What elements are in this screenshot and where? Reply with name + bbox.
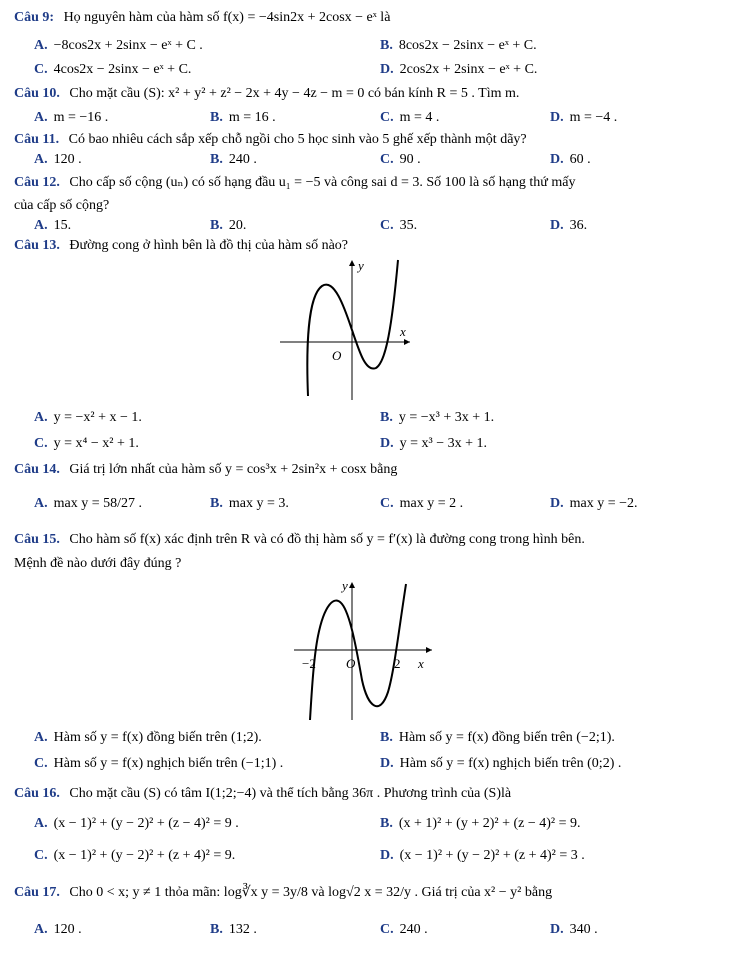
question-number: Câu 13.: [14, 238, 60, 253]
question-10: [14, 86, 736, 102]
option-letter: B.: [380, 816, 393, 831]
option-letter: C.: [34, 62, 48, 77]
y-axis-label: y: [358, 258, 364, 273]
graph-figure-13: [276, 256, 416, 404]
option-letter: B.: [210, 922, 223, 937]
option-text: m = 4 .: [399, 110, 440, 125]
option-text: 132 .: [228, 922, 257, 937]
option-text: Hàm số y = f(x) đồng biến trên (−2;1).: [398, 730, 615, 745]
option-b[interactable]: [210, 110, 276, 126]
graph-figure-15: [290, 576, 440, 724]
question-stem: Cho mặt cầu (S) có tâm I(1;2;−4) và thể tích bằng 36π . Phương trình của (S)là: [69, 786, 512, 801]
option-letter: B.: [210, 152, 223, 167]
question-stem: Đường cong ở hình bên là đồ thị của hàm số nào?: [69, 238, 349, 253]
option-a[interactable]: [34, 922, 82, 938]
option-text: y = x³ − 3x + 1.: [399, 436, 488, 451]
option-letter: C.: [380, 922, 394, 937]
option-c[interactable]: [34, 62, 191, 78]
option-text: −8cos2x + 2sinx − eˣ + C .: [53, 38, 203, 53]
option-d[interactable]: [550, 152, 591, 168]
option-text: max y = −2.: [569, 496, 638, 511]
option-text: y = x⁴ − x² + 1.: [53, 436, 139, 451]
y-axis-label: y: [342, 578, 348, 593]
x-axis-arrow-icon: [404, 339, 410, 345]
question-13: [14, 238, 736, 254]
option-text: 90 .: [399, 152, 421, 167]
x-axis-arrow-icon: [426, 647, 432, 653]
option-b[interactable]: [380, 730, 615, 746]
question-number: Câu 11.: [14, 132, 60, 147]
option-text: 36.: [569, 218, 588, 233]
option-letter: A.: [34, 496, 48, 511]
question-stem: Có bao nhiêu cách sắp xếp chỗ ngồi cho 5 học sinh vào 5 ghế xếp thành một dãy?: [68, 132, 527, 147]
question-15-continued: [14, 556, 736, 572]
option-letter: A.: [34, 218, 48, 233]
option-c[interactable]: [34, 848, 235, 864]
option-d[interactable]: [380, 436, 487, 452]
option-letter: C.: [380, 496, 394, 511]
option-letter: A.: [34, 816, 48, 831]
option-b[interactable]: [210, 152, 257, 168]
option-b[interactable]: [380, 816, 581, 832]
option-text: 15.: [53, 218, 72, 233]
option-text: 4cos2x − 2sinx − eˣ + C.: [53, 62, 192, 77]
option-letter: C.: [380, 218, 394, 233]
option-letter: C.: [34, 436, 48, 451]
option-letter: D.: [380, 848, 394, 863]
option-text: y = −x² + x − 1.: [53, 410, 142, 425]
option-c[interactable]: [34, 756, 283, 772]
option-d[interactable]: [380, 848, 585, 864]
question-14: [14, 462, 736, 478]
option-a[interactable]: [34, 38, 203, 54]
option-c[interactable]: [380, 152, 421, 168]
option-c[interactable]: [380, 496, 463, 512]
option-d[interactable]: [380, 756, 621, 772]
option-letter: D.: [550, 922, 564, 937]
option-letter: C.: [34, 756, 48, 771]
curve-15: [310, 584, 406, 720]
option-letter: D.: [550, 152, 564, 167]
question-number: Câu 14.: [14, 462, 60, 477]
option-letter: D.: [380, 62, 394, 77]
option-text: Hàm số y = f(x) nghịch biến trên (−1;1) .: [53, 756, 284, 771]
option-text: (x − 1)² + (y − 2)² + (z − 4)² = 9 .: [53, 816, 239, 831]
option-b[interactable]: [210, 922, 257, 938]
option-letter: A.: [34, 38, 48, 53]
option-letter: B.: [210, 218, 223, 233]
option-letter: D.: [550, 218, 564, 233]
option-text: (x + 1)² + (y + 2)² + (z − 4)² = 9.: [398, 816, 581, 831]
tick-label-positive-2: 2: [394, 656, 401, 671]
question-stem-continued: Mệnh đề nào dưới đây đúng ?: [14, 556, 182, 571]
y-axis-arrow-icon: [349, 260, 355, 266]
option-a[interactable]: [34, 730, 262, 746]
option-d[interactable]: [550, 110, 617, 126]
option-d[interactable]: [550, 496, 638, 512]
option-letter: D.: [550, 496, 564, 511]
question-number: Câu 15.: [14, 532, 60, 547]
option-letter: A.: [34, 730, 48, 745]
option-a[interactable]: [34, 152, 82, 168]
option-c[interactable]: [380, 218, 417, 234]
option-text: 340 .: [569, 922, 598, 937]
question-stem: Cho cấp số cộng (uₙ) có số hạng đầu u₁ = −5 và công sai d = 3. Số 100 là số hạng thứ mấy: [69, 175, 576, 190]
question-stem: Cho mặt cầu (S): x² + y² + z² − 2x + 4y − 4z − m = 0 có bán kính R = 5 . Tìm m.: [69, 86, 520, 101]
option-text: 240 .: [228, 152, 257, 167]
question-stem: Giá trị lớn nhất của hàm số y = cos³x + 2sin²x + cosx bằng: [69, 462, 398, 477]
question-stem: Cho 0 < x; y ≠ 1 thỏa mãn: log∛x y = 3y/8 và log√2 x = 32/y . Giá trị của x² − y² bằng: [69, 885, 553, 900]
option-c[interactable]: [34, 436, 139, 452]
question-stem: Cho hàm số f(x) xác định trên R và có đồ thị hàm số y = f′(x) là đường cong trong hình bên.: [69, 532, 585, 547]
option-text: 240 .: [399, 922, 428, 937]
tick-label-negative-2: −2: [302, 656, 316, 671]
question-number: Câu 17.: [14, 885, 60, 900]
option-a[interactable]: [34, 218, 71, 234]
option-b[interactable]: [210, 218, 246, 234]
option-text: 35.: [399, 218, 418, 233]
option-text: 120 .: [53, 922, 82, 937]
option-letter: D.: [380, 436, 394, 451]
option-a[interactable]: [34, 410, 142, 426]
question-11: [14, 132, 736, 148]
option-letter: D.: [380, 756, 394, 771]
option-a[interactable]: [34, 110, 108, 126]
question-12: [14, 174, 736, 191]
question-9: [14, 10, 736, 26]
option-letter: B.: [210, 496, 223, 511]
question-number: Câu 9:: [14, 10, 55, 25]
option-text: max y = 2 .: [399, 496, 464, 511]
option-text: y = −x³ + 3x + 1.: [398, 410, 495, 425]
y-axis-arrow-icon: [349, 582, 355, 588]
option-text: Hàm số y = f(x) nghịch biến trên (0;2) .: [399, 756, 622, 771]
question-stem-continued: của cấp số cộng?: [14, 198, 110, 213]
question-15: [14, 532, 736, 548]
option-text: m = 16 .: [228, 110, 276, 125]
option-text: max y = 58/27 .: [53, 496, 143, 511]
question-number: Câu 10.: [14, 86, 60, 101]
option-text: 120 .: [53, 152, 82, 167]
curve-13: [307, 260, 398, 396]
option-d[interactable]: [380, 62, 537, 78]
option-letter: C.: [34, 848, 48, 863]
option-a[interactable]: [34, 816, 239, 832]
option-b[interactable]: [210, 496, 289, 512]
option-letter: D.: [550, 110, 564, 125]
origin-label: O: [346, 656, 356, 671]
option-letter: B.: [380, 730, 393, 745]
option-text: m = −4 .: [569, 110, 618, 125]
option-c[interactable]: [380, 110, 439, 126]
option-text: 8cos2x − 2sinx − eˣ + C.: [398, 38, 537, 53]
option-letter: A.: [34, 410, 48, 425]
option-letter: B.: [210, 110, 223, 125]
option-letter: A.: [34, 110, 48, 125]
x-axis-label: x: [418, 656, 424, 671]
option-b[interactable]: [380, 38, 537, 54]
option-letter: A.: [34, 922, 48, 937]
option-text: max y = 3.: [228, 496, 289, 511]
option-text: Hàm số y = f(x) đồng biến trên (1;2).: [53, 730, 262, 745]
question-16: [14, 786, 736, 802]
option-text: (x − 1)² + (y − 2)² + (z + 4)² = 3 .: [399, 848, 585, 863]
option-c[interactable]: [380, 922, 428, 938]
question-number: Câu 12.: [14, 175, 60, 190]
option-text: 60 .: [569, 152, 591, 167]
option-text: m = −16 .: [53, 110, 109, 125]
option-a[interactable]: [34, 496, 142, 512]
option-text: (x − 1)² + (y − 2)² + (z + 4)² = 9.: [53, 848, 236, 863]
question-12-continued: [14, 198, 736, 214]
question-number: Câu 16.: [14, 786, 60, 801]
option-text: 2cos2x + 2sinx − eˣ + C.: [399, 62, 538, 77]
option-d[interactable]: [550, 922, 598, 938]
option-letter: B.: [380, 38, 393, 53]
option-d[interactable]: [550, 218, 587, 234]
option-b[interactable]: [380, 410, 494, 426]
option-letter: B.: [380, 410, 393, 425]
question-stem: Họ nguyên hàm của hàm số f(x) = −4sin2x + 2cosx − eˣ là: [63, 10, 391, 25]
option-text: 20.: [228, 218, 247, 233]
option-letter: C.: [380, 110, 394, 125]
origin-label: O: [332, 348, 342, 363]
x-axis-label: x: [400, 324, 406, 339]
option-letter: C.: [380, 152, 394, 167]
question-17: [14, 884, 736, 901]
option-letter: A.: [34, 152, 48, 167]
